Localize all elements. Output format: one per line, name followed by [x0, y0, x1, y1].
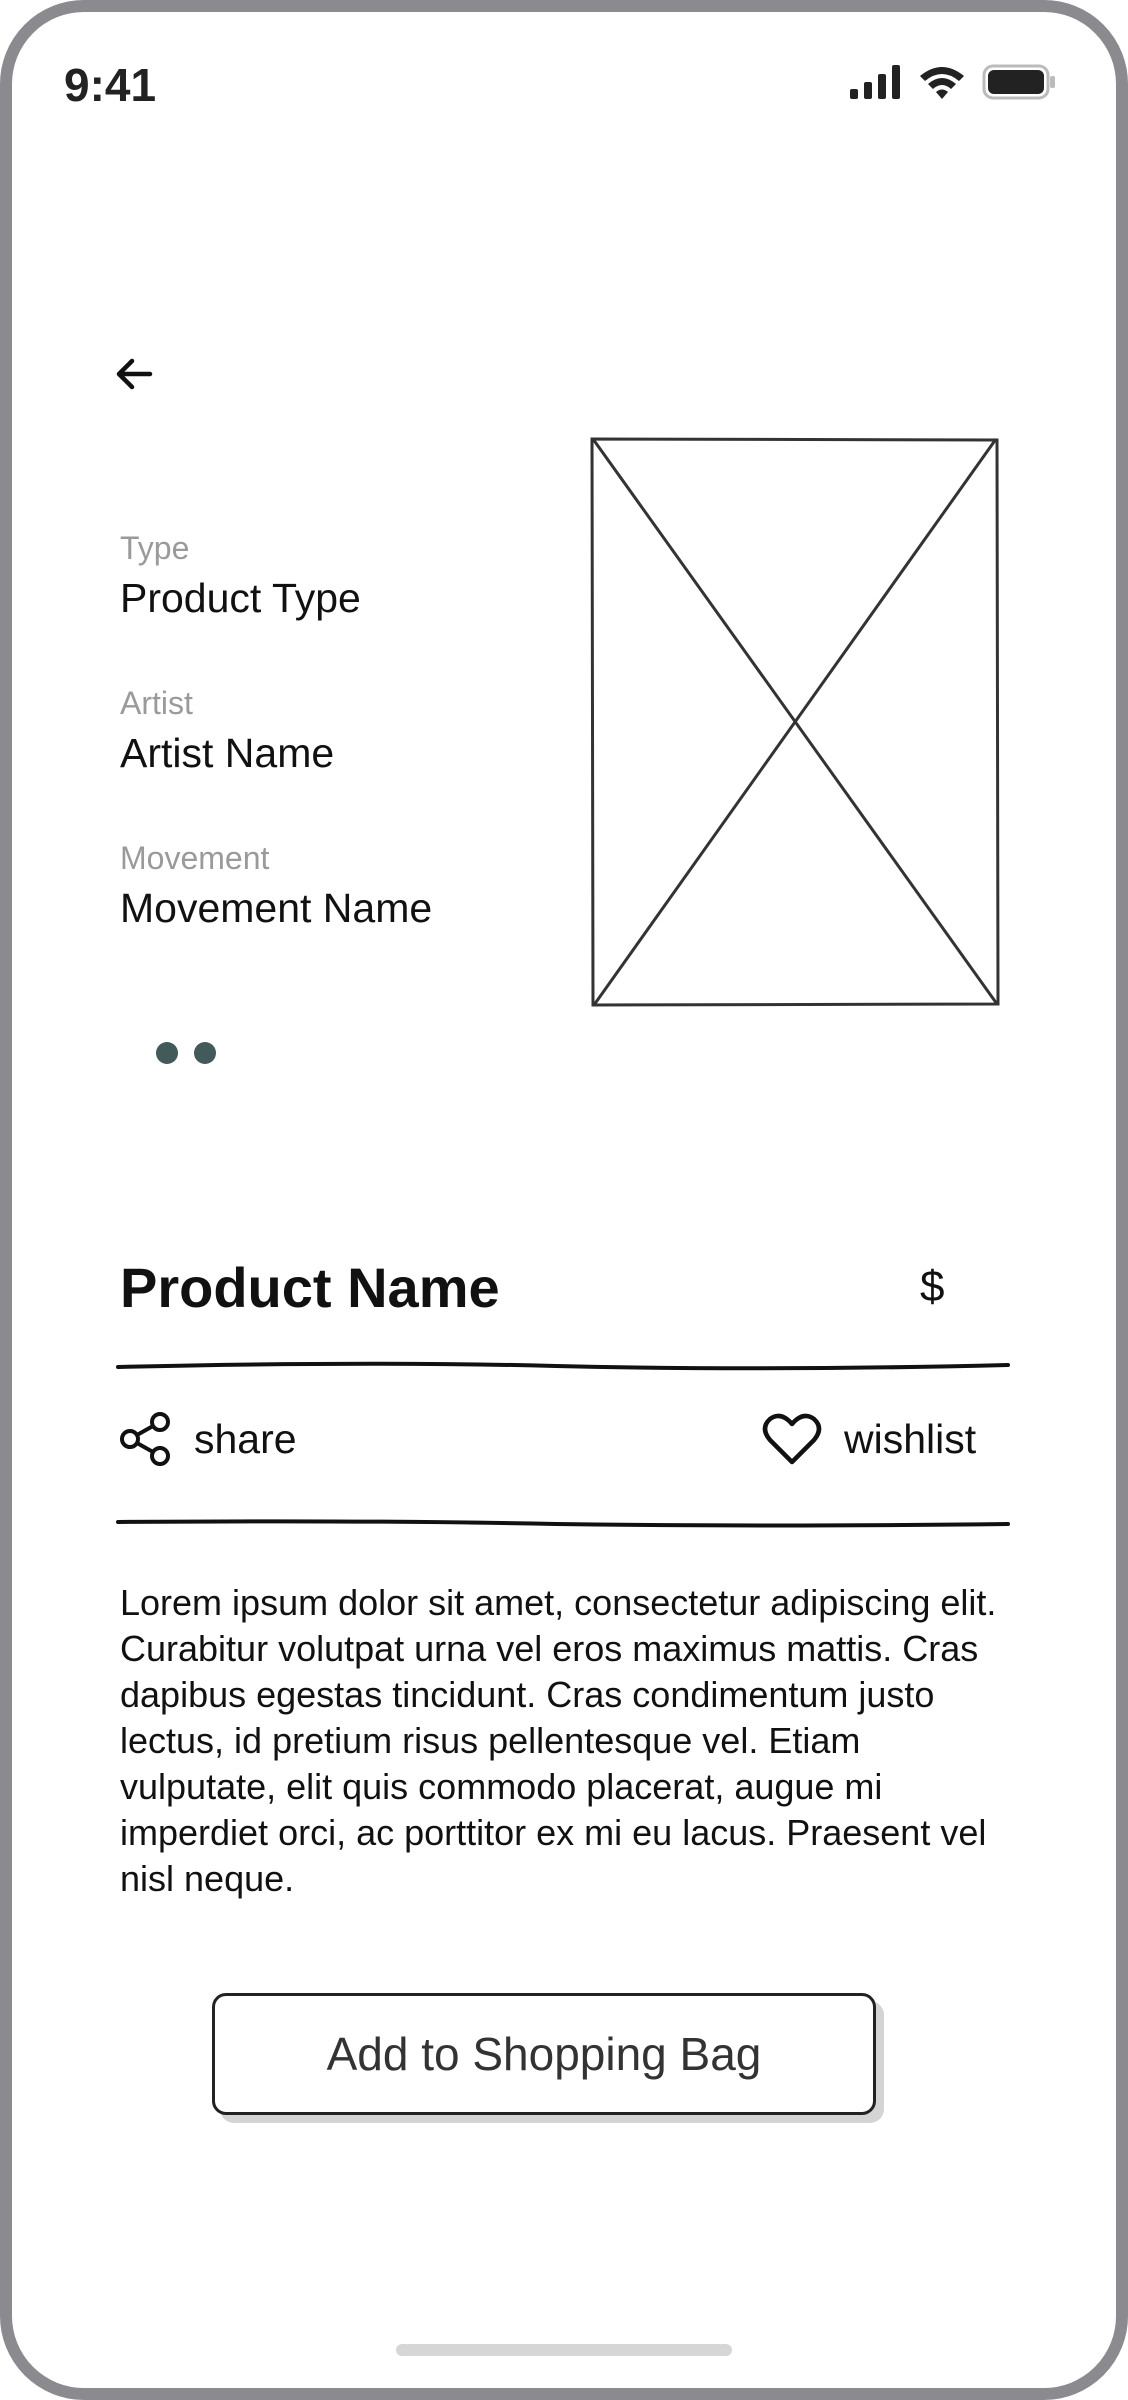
product-name: Product Name: [120, 1256, 500, 1319]
divider: [116, 1360, 1010, 1374]
wishlist-label: wishlist: [844, 1415, 977, 1462]
meta-value: Artist Name: [120, 730, 335, 776]
meta-label: Movement: [120, 840, 270, 876]
add-to-bag-button[interactable]: Add to Shopping Bag: [212, 1993, 876, 2115]
carousel-dot[interactable]: [194, 1042, 216, 1064]
carousel-dot[interactable]: [156, 1042, 178, 1064]
home-indicator[interactable]: [396, 2344, 732, 2356]
meta-type: [120, 530, 361, 622]
heart-icon: [762, 1412, 822, 1466]
signal-icon: [850, 65, 902, 104]
meta-label: Type: [120, 530, 190, 566]
meta-artist: [120, 685, 334, 777]
meta-value: Movement Name: [120, 885, 433, 931]
wishlist-button[interactable]: [762, 1412, 976, 1466]
product-description: Lorem ipsum dolor sit amet, consectetur adipiscing elit. Curabitur volutpat urna vel eros maximus mattis. Cras dapibus egestas tincidunt. Cras condimentum justo lectus, id pretium risus pellentesque vel. Etiam vulputate, elit quis commodo placerat, augue mi imperdiet orci, ac porttitor ex mi eu lacus. Praesent vel nisl neque.: [120, 1582, 997, 1899]
divider: [116, 1516, 1010, 1530]
arrow-left-icon: [110, 350, 158, 398]
share-icon: [118, 1412, 172, 1466]
product-image-placeholder[interactable]: [590, 436, 1000, 1008]
meta-label: Artist: [120, 685, 193, 721]
carousel-dots: [156, 1042, 216, 1064]
status-time: 9:41: [64, 59, 157, 111]
meta-movement: [120, 840, 432, 932]
meta-value: Product Type: [120, 575, 361, 621]
wifi-icon: [918, 64, 966, 105]
share-label: share: [194, 1415, 297, 1462]
product-price: $: [920, 1262, 945, 1311]
back-button[interactable]: [110, 350, 158, 398]
battery-icon: [982, 64, 1056, 105]
status-icons: [850, 64, 1056, 105]
share-button[interactable]: [118, 1412, 297, 1466]
